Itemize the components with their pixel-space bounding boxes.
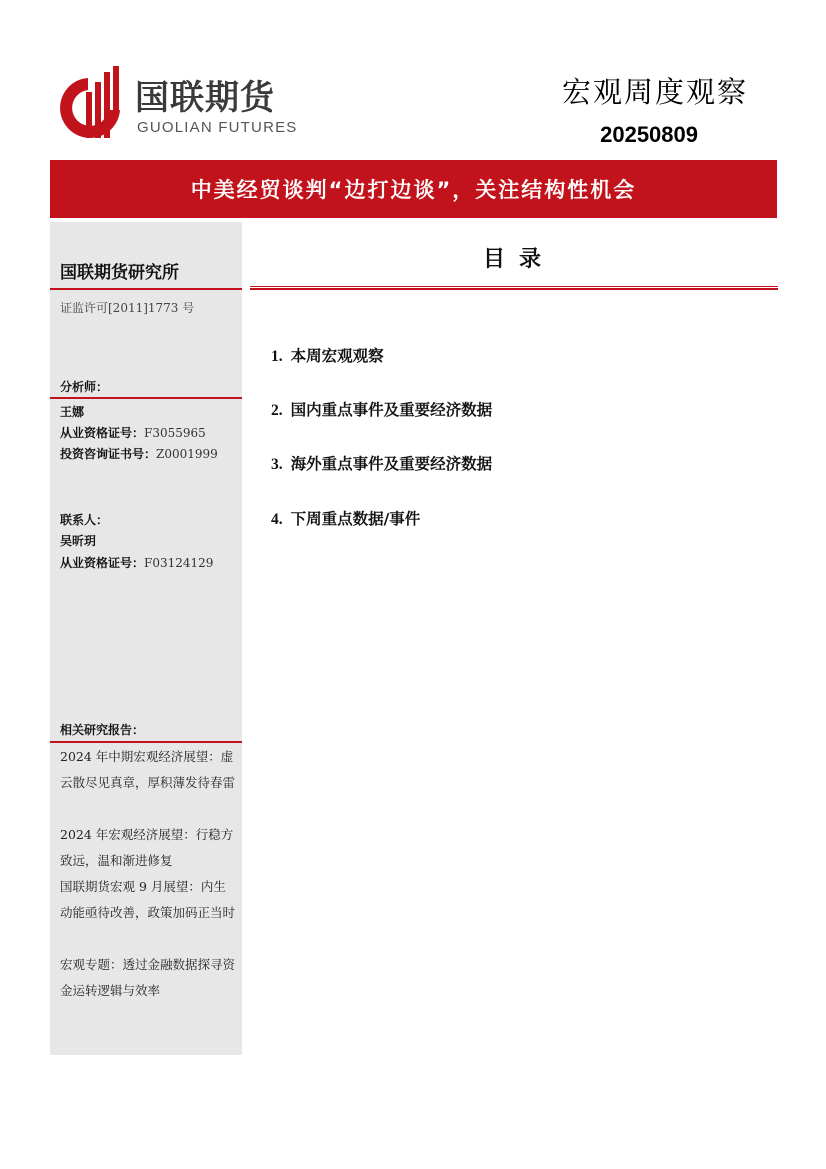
toc-label: 本周宏观观察 bbox=[290, 347, 384, 365]
company-name: 国联期货 bbox=[135, 78, 275, 118]
toc-number: 1. bbox=[271, 348, 283, 365]
toc-label: 下周重点数据/事件 bbox=[290, 510, 421, 528]
divider bbox=[50, 288, 242, 290]
toc-item-4[interactable] bbox=[271, 507, 420, 529]
report-type: 宏观周度观察 bbox=[561, 75, 748, 109]
related-report-link[interactable]: 2024 年宏观经济展望：行稳方致远，温和渐进修复 bbox=[60, 827, 234, 868]
related-reports-heading: 相关研究报告： bbox=[60, 723, 145, 737]
institute-name: 国联期货研究所 bbox=[60, 263, 179, 283]
related-report-link[interactable]: 2024 年中期宏观经济展望：虚云散尽见真章，厚积薄发待春雷 bbox=[60, 749, 236, 790]
analyst-name: 王娜 bbox=[60, 405, 85, 419]
license-number: 证监许可[2011]1773 号 bbox=[60, 301, 195, 315]
toc-divider bbox=[250, 288, 778, 290]
qualification-value: F03124129 bbox=[144, 556, 214, 570]
invest-cert-value: Z0001999 bbox=[156, 447, 218, 461]
toc-label: 国内重点事件及重要经济数据 bbox=[290, 401, 493, 419]
analyst-invest-cert bbox=[60, 445, 218, 462]
headline-banner bbox=[50, 160, 777, 218]
toc-number: 3. bbox=[271, 456, 283, 473]
toc-number: 2. bbox=[271, 402, 283, 419]
toc-item-1[interactable] bbox=[271, 344, 384, 366]
qualification-label: 从业资格证号： bbox=[60, 556, 145, 570]
analyst-qualification bbox=[60, 424, 206, 441]
headline: 中美经贸谈判“边打边谈”，关注结构性机会 bbox=[190, 178, 637, 202]
toc-label: 海外重点事件及重要经济数据 bbox=[290, 455, 493, 473]
qualification-label: 从业资格证号： bbox=[60, 426, 145, 440]
related-report-link[interactable]: 宏观专题：透过金融数据探寻资金运转逻辑与效率 bbox=[60, 957, 236, 998]
analyst-heading: 分析师： bbox=[60, 380, 109, 394]
report-date: 20250809 bbox=[600, 122, 698, 147]
contact-qualification bbox=[60, 554, 213, 571]
toc-item-2[interactable] bbox=[271, 398, 492, 420]
toc-item-3[interactable] bbox=[271, 452, 492, 474]
invest-cert-label: 投资咨询证书号： bbox=[60, 447, 157, 461]
contact-heading: 联系人： bbox=[60, 513, 109, 527]
toc-title: 目录 bbox=[483, 247, 556, 272]
divider bbox=[50, 741, 242, 743]
company-name-en: GUOLIAN FUTURES bbox=[137, 119, 298, 136]
qualification-value: F3055965 bbox=[144, 426, 206, 440]
guolian-logo-icon bbox=[58, 66, 122, 144]
divider bbox=[50, 397, 242, 399]
contact-name: 吴昕玥 bbox=[60, 534, 97, 548]
toc-divider bbox=[250, 286, 778, 287]
related-report-link[interactable]: 国联期货宏观 9 月展望：内生动能亟待改善，政策加码正当时 bbox=[60, 879, 236, 920]
sidebar bbox=[50, 222, 242, 1055]
toc-number: 4. bbox=[271, 511, 283, 528]
